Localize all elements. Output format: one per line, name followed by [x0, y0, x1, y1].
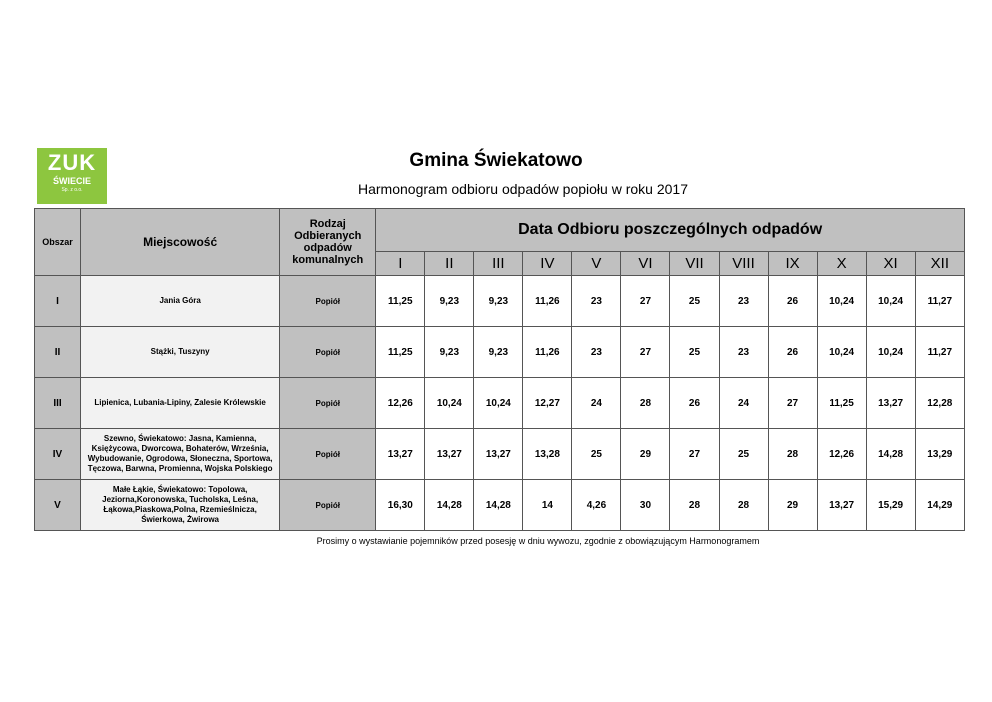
table-body — [35, 276, 965, 531]
area-cell: V — [35, 480, 81, 531]
month-header: I — [376, 252, 425, 276]
date-cell: 13,27 — [376, 429, 425, 480]
logo-main: ZUK — [47, 150, 97, 175]
date-cell: 11,25 — [376, 327, 425, 378]
date-cell: 11,27 — [915, 327, 964, 378]
date-cell: 25 — [670, 276, 719, 327]
waste-type-cell: Popiół — [280, 480, 376, 531]
page-title: Gmina Świekatowo — [409, 150, 583, 171]
date-cell: 10,24 — [817, 327, 866, 378]
date-cell: 29 — [621, 429, 670, 480]
date-cell: 13,27 — [817, 480, 866, 531]
date-cell: 11,25 — [817, 378, 866, 429]
date-cell: 12,27 — [523, 378, 572, 429]
waste-type-cell: Popiół — [280, 276, 376, 327]
header-rodzaj: Rodzaj Odbieranych odpadów komunalnych — [280, 209, 376, 276]
area-cell: I — [35, 276, 81, 327]
date-cell: 23 — [572, 276, 621, 327]
date-cell: 14 — [523, 480, 572, 531]
month-header: IV — [523, 252, 572, 276]
date-cell: 11,27 — [915, 276, 964, 327]
date-cell: 26 — [768, 276, 817, 327]
date-cell: 27 — [670, 429, 719, 480]
table-row — [35, 378, 965, 429]
date-cell: 10,24 — [866, 276, 915, 327]
date-cell: 9,23 — [425, 276, 474, 327]
table-row — [35, 327, 965, 378]
date-cell: 10,24 — [866, 327, 915, 378]
date-cell: 14,28 — [866, 429, 915, 480]
date-cell: 26 — [768, 327, 817, 378]
date-cell: 24 — [572, 378, 621, 429]
header-obszar: Obszar — [35, 209, 81, 276]
table-row — [35, 429, 965, 480]
month-header: III — [474, 252, 523, 276]
date-cell: 25 — [719, 429, 768, 480]
month-header: VII — [670, 252, 719, 276]
date-cell: 23 — [719, 327, 768, 378]
date-cell: 26 — [670, 378, 719, 429]
place-cell: Lipienica, Lubania-Lipiny, Zalesie Królewskie — [81, 378, 280, 429]
month-header: II — [425, 252, 474, 276]
place-cell: Jania Góra — [81, 276, 280, 327]
date-cell: 14,29 — [915, 480, 964, 531]
date-cell: 25 — [670, 327, 719, 378]
header-data: Data Odbioru poszczególnych odpadów — [376, 209, 965, 252]
date-cell: 10,24 — [425, 378, 474, 429]
schedule-table — [34, 208, 965, 531]
month-header: XII — [915, 252, 964, 276]
area-cell: IV — [35, 429, 81, 480]
month-header: IX — [768, 252, 817, 276]
logo-city: ŚWIECIE — [52, 176, 91, 186]
date-cell: 28 — [768, 429, 817, 480]
date-cell: 4,26 — [572, 480, 621, 531]
date-cell: 12,26 — [376, 378, 425, 429]
month-header: X — [817, 252, 866, 276]
date-cell: 27 — [768, 378, 817, 429]
logo-sub: Sp. z o.o. — [61, 187, 83, 193]
page-subtitle: Harmonogram odbioru odpadów popiołu w roku 2017 — [358, 181, 688, 197]
month-header: XI — [866, 252, 915, 276]
date-cell: 27 — [621, 327, 670, 378]
date-cell: 30 — [621, 480, 670, 531]
date-cell: 13,28 — [523, 429, 572, 480]
date-cell: 16,30 — [376, 480, 425, 531]
date-cell: 13,27 — [866, 378, 915, 429]
date-cell: 13,27 — [425, 429, 474, 480]
date-cell: 13,29 — [915, 429, 964, 480]
waste-type-cell: Popiół — [280, 429, 376, 480]
date-cell: 9,23 — [474, 327, 523, 378]
date-cell: 12,28 — [915, 378, 964, 429]
footer-note: Prosimy o wystawianie pojemników przed posesję w dniu wywozu, zgodnie z obowiązującym Harmonogramem — [316, 536, 760, 546]
date-cell: 29 — [768, 480, 817, 531]
month-header: VI — [621, 252, 670, 276]
place-cell: Małe Łąkie, Świekatowo: Topolowa, Jeziorna,Koronowska, Tucholska, Leśna, Łąkowa,Piaskowa,Polna, Rzemieślnicza, Świerkowa, Żwirowa — [81, 480, 280, 531]
header-miejscowosc: Miejscowość — [81, 209, 280, 276]
date-cell: 23 — [719, 276, 768, 327]
date-cell: 11,25 — [376, 276, 425, 327]
date-cell: 15,29 — [866, 480, 915, 531]
date-cell: 28 — [670, 480, 719, 531]
date-cell: 28 — [719, 480, 768, 531]
place-cell: Stążki, Tuszyny — [81, 327, 280, 378]
month-header: V — [572, 252, 621, 276]
date-cell: 14,28 — [474, 480, 523, 531]
date-cell: 27 — [621, 276, 670, 327]
date-cell: 11,26 — [523, 327, 572, 378]
table-row — [35, 480, 965, 531]
waste-type-cell: Popiół — [280, 327, 376, 378]
date-cell: 9,23 — [474, 276, 523, 327]
date-cell: 28 — [621, 378, 670, 429]
date-cell: 9,23 — [425, 327, 474, 378]
table-row — [35, 276, 965, 327]
date-cell: 13,27 — [474, 429, 523, 480]
date-cell: 11,26 — [523, 276, 572, 327]
date-cell: 14,28 — [425, 480, 474, 531]
date-cell: 25 — [572, 429, 621, 480]
date-cell: 24 — [719, 378, 768, 429]
date-cell: 12,26 — [817, 429, 866, 480]
place-cell: Szewno, Świekatowo: Jasna, Kamienna, Księżycowa, Dworcowa, Bohaterów, Września, Wybudowanie, Ogrodowa, Słoneczna, Sportowa, Tęczowa, Barwna, Promienna, Wojska Polskiego — [81, 429, 280, 480]
waste-type-cell: Popiół — [280, 378, 376, 429]
date-cell: 23 — [572, 327, 621, 378]
area-cell: III — [35, 378, 81, 429]
date-cell: 10,24 — [817, 276, 866, 327]
date-cell: 10,24 — [474, 378, 523, 429]
month-header: VIII — [719, 252, 768, 276]
area-cell: II — [35, 327, 81, 378]
